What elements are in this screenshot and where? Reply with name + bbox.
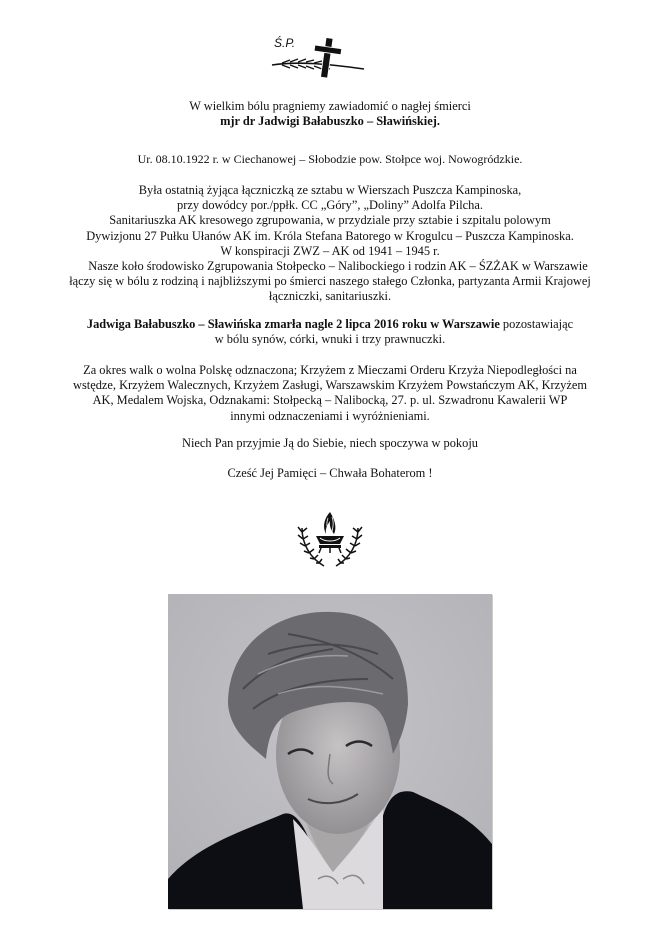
cross-with-palm-branch-emblem [268,28,388,88]
decorations [0,363,660,424]
biography-line: Sanitariuszka AK kresowego zgrupowania, w przydziale przy sztabie i szpitalu polowym [109,213,551,228]
birth-info [0,152,660,167]
decorations-line: Za okres walk o wolna Polskę odznaczona; Krzyżem z Mieczami Orderu Krzyża Niepodległości na [83,363,577,377]
biography-line: Nasze koło środowisko Zgrupowania Stołpecko – Nalibockiego i rodzin AK – ŚZŻAK w Warszawie [88,259,588,274]
death-notice-line [0,317,660,332]
cross-with-palm-branch-icon [268,28,388,88]
biography-line: łączy się w bólu z rodziną i najbliższymi po śmierci naszego stałego Członka, partyzanta Armii Krajowej [69,274,591,289]
death-notice-bold: Jadwiga Bałabuszko – Sławińska zmarła nagle 2 lipca 2016 roku w Warszawie [86,317,500,331]
decorations-line: wstędze, Krzyżem Walecznych, Krzyżem Zasługi, Warszawskim Krzyżem Powstańczym AK, Krzyżem [73,378,587,393]
biography [0,183,660,305]
decorations-line: innymi odznaczeniami i wyróżnieniami. [230,408,430,423]
portrait-photo [168,594,492,909]
portrait-image [168,594,492,909]
prayer-text: Niech Pan przyjmie Ją do Siebie, niech spoczywa w pokoju [182,436,478,450]
decorations-line: AK, Medalem Wojska, Odznakami: Stołpecką – Nalibocką, 27. p. ul. Szwadronu Kawalerii WP [92,393,568,408]
biography-line: W konspiracji ZWZ – AK od 1941 – 1945 r. [220,243,440,258]
closing [0,466,660,481]
death-notice-line-2: w bólu synów, córki, wnuki i trzy prawnuczki. [214,332,446,347]
closing-text: Cześć Jej Pamięci – Chwała Bohaterom ! [227,466,433,480]
biography-line: Dywizjonu 27 Pułku Ułanów AK im. Króla Stefana Batorego w Krogulcu – Puszcza Kampinoska. [86,228,574,243]
prayer [0,436,660,451]
biography-line: przy dowódcy por./ppłk. CC „Góry”, „Doliny” Adolfa Pilcha. [177,198,483,213]
deceased-name-line: mjr dr Jadwigi Bałabuszko – Sławińskiej. [220,114,440,129]
eternal-flame-emblem [292,508,368,570]
birth-line: Ur. 08.10.1922 r. w Ciechanowej – Słobodzie pow. Stołpce woj. Nowogródzkie. [137,152,523,166]
eternal-flame-with-laurel-wreath-icon [292,508,368,570]
death-notice [0,317,660,347]
initials-text: Ś.P. [274,36,296,50]
biography-line: łączniczki, sanitariuszki. [268,289,392,304]
announcement-intro: W wielkim bólu pragniemy zawiadomić o nagłej śmierci [189,99,471,113]
announcement [0,99,660,129]
death-notice-rest: pozostawiając [499,317,574,331]
biography-line: Była ostatnią żyjąca łączniczką ze sztabu w Wierszach Puszcza Kampinoska, [138,183,522,197]
